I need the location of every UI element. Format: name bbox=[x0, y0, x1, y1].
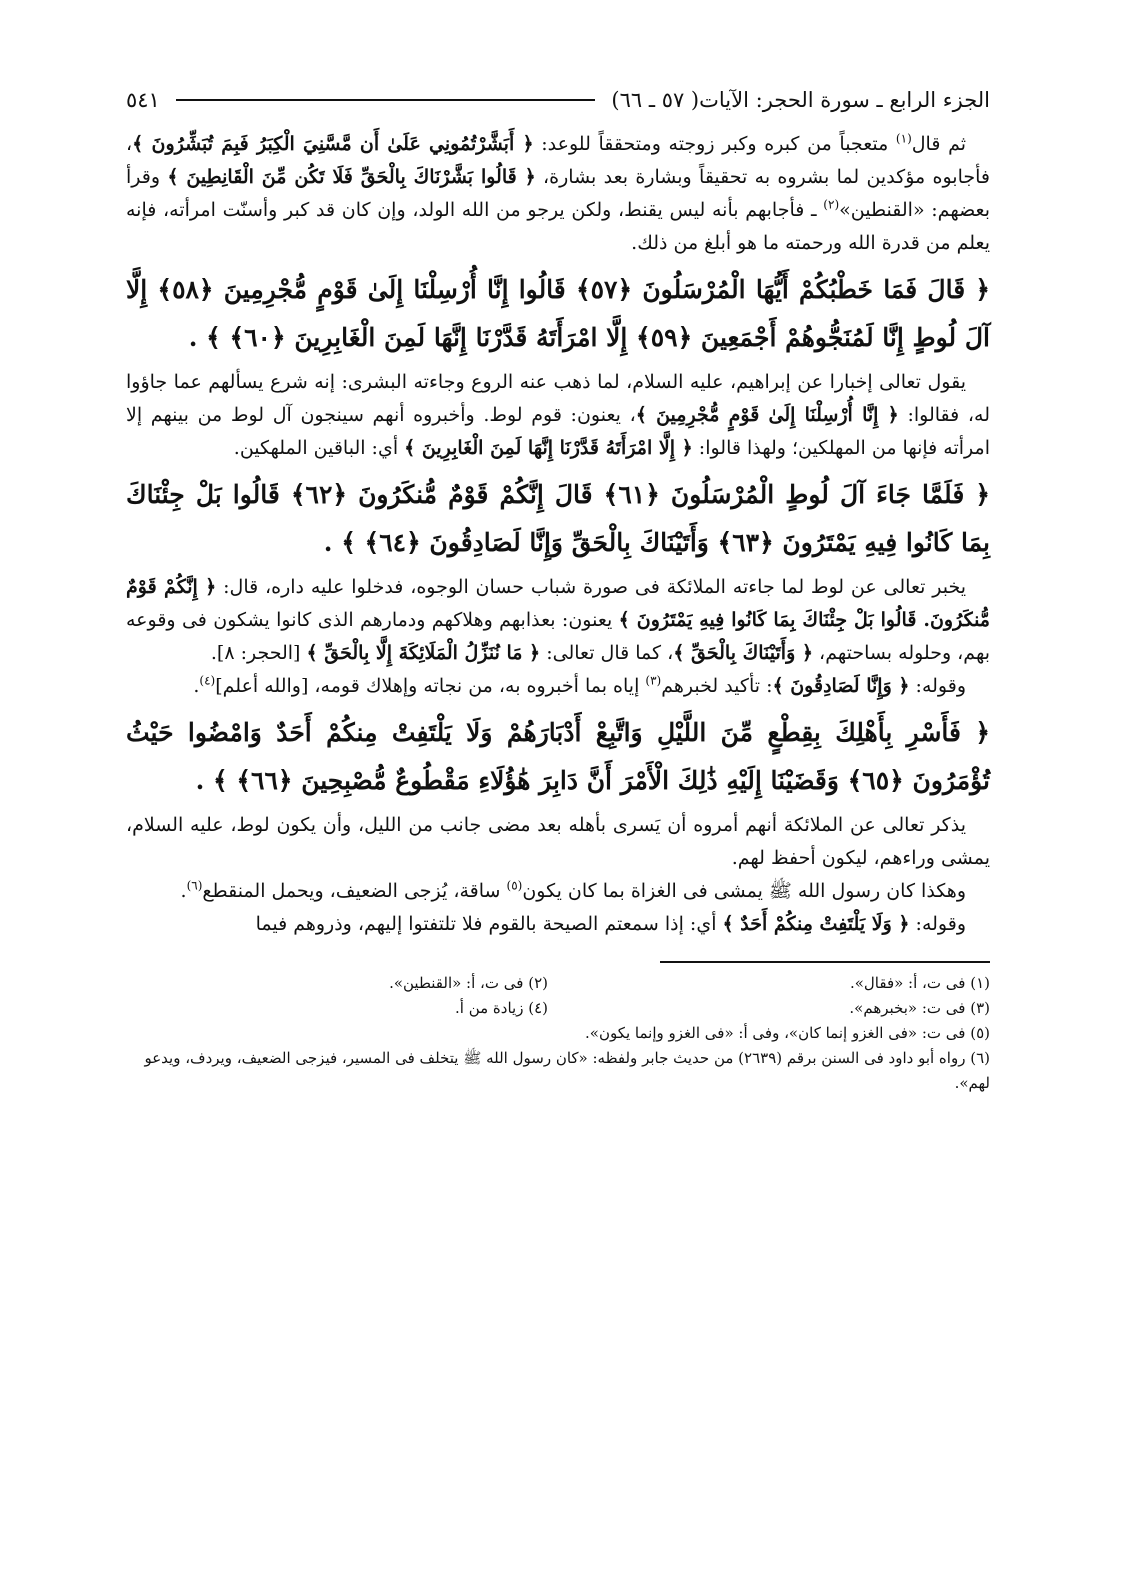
quran-quote: ﴿ إِلَّا امْرَأَتَهُ قَدَّرْنَا إِنَّهَا لَمِنَ الْغَابِرِينَ ﴾ bbox=[404, 437, 693, 459]
footnote-ref: (٥) bbox=[506, 878, 523, 893]
text: إياه بما أخبروه به، من نجاته وإهلاك قومه، [والله أعلم] bbox=[215, 675, 646, 697]
footnote-ref: (٢) bbox=[823, 197, 840, 212]
paragraph-5: يذكر تعالى عن الملائكة أنهم أمروه أن يَسرى بأهله بعد مضى جانب من الليل، وأن يكون لوط، عليه السلام، يمشى وراءهم، ليكون أحفظ لهم. bbox=[126, 814, 990, 869]
quran-quote: ﴿ مَا نُنَزِّلُ الْمَلَائِكَةَ إِلَّا بِالْحَقِّ ﴾ bbox=[306, 642, 541, 664]
paragraph-6 bbox=[126, 875, 990, 908]
footnote-rule bbox=[660, 961, 990, 963]
header-rule bbox=[176, 99, 596, 101]
quran-quote: ﴿ وَإِنَّا لَصَادِقُونَ ﴾ bbox=[772, 675, 910, 697]
text: . bbox=[180, 880, 187, 902]
text: وهكذا كان رسول الله ﷺ يمشى فى الغزاة بما كان يكون bbox=[522, 880, 966, 902]
text: ، فأجابوه مؤكدين لما بشروه به تحقيقاً وبشارة بعد بشارة، bbox=[126, 133, 990, 188]
text: وقوله: bbox=[909, 913, 966, 935]
text: ساقة، يُزجى الضعيف، ويحمل المنقطع bbox=[202, 880, 507, 902]
text: متعجباً من كبره وكبر زوجته ومتحققاً للوعد: bbox=[533, 133, 896, 155]
text: [الحجر: ٨]. bbox=[210, 642, 307, 664]
footnote-3: (٣) فى ت: «بخبرهم». bbox=[849, 999, 990, 1017]
footnote-ref: (١) bbox=[895, 131, 912, 146]
verse-block-3: ﴿ فَأَسْرِ بِأَهْلِكَ بِقِطْعٍ مِّنَ اللَّيْلِ وَاتَّبِعْ أَدْبَارَهُمْ وَلَا يَلْتَفِتْ مِنكُمْ أَحَدٌ وَامْضُوا حَيْثُ تُؤْمَرُونَ ﴿٦٥﴾ وَقَضَيْنَا إِلَيْهِ ذَٰلِكَ الْأَمْرَ أَنَّ دَابِرَ هَٰؤُلَاءِ مَقْطُوعٌ مُّصْبِحِينَ ﴿٦٦﴾ ﴾ . bbox=[126, 718, 990, 795]
quran-quote: ﴿ إِنَّكُمْ قَوْمٌ مُّنكَرُونَ. قَالُوا بَلْ جِئْنَاكَ بِمَا كَانُوا فِيهِ يَمْتَرُونَ ﴾ bbox=[126, 576, 990, 631]
paragraph-1 bbox=[126, 128, 990, 260]
text: يخبر تعالى عن لوط لما جاءته الملائكة فى صورة شباب حسان الوجوه، فدخلوا عليه داره، قال: bbox=[216, 576, 966, 598]
footnote-2: (٢) فى ت، أ: «القنطين». bbox=[389, 974, 548, 992]
text: ثم قال bbox=[911, 133, 967, 155]
page-header bbox=[126, 80, 990, 120]
paragraph-3 bbox=[126, 571, 990, 670]
text: وقوله: bbox=[909, 675, 966, 697]
text: ، كما قال تعالى: bbox=[540, 642, 674, 664]
text: : تأكيد لخبرهم bbox=[661, 675, 773, 697]
footnote-1: (١) فى ت، أ: «فقال». bbox=[849, 974, 990, 992]
quran-quote: ﴿ وَلَا يَلْتَفِتْ مِنكُمْ أَحَدٌ ﴾ bbox=[722, 913, 910, 935]
text: ـ فأجابهم بأنه ليس يقنط، ولكن يرجو من الله الولد، وإن كان قد كبر وأسنّت امرأته، فإنه يعلم من قدرة الله ورحمته ما هو أبلغ من ذلك. bbox=[126, 199, 990, 254]
quran-quote: ﴿ وَأَتَيْنَاكَ بِالْحَقِّ ﴾ bbox=[673, 642, 814, 664]
footnote-ref: (٦) bbox=[186, 878, 203, 893]
footnote-4: (٤) زيادة من أ. bbox=[455, 999, 548, 1017]
text: . bbox=[193, 675, 200, 697]
quran-quote: ﴿ أَبَشَّرْتُمُونِي عَلَىٰ أَن مَّسَّنِيَ الْكِبَرُ فَبِمَ تُبَشِّرُونَ ﴾ bbox=[132, 133, 534, 155]
quran-quote: ﴿ قَالُوا بَشَّرْنَاكَ بِالْحَقِّ فَلَا تَكُن مِّنَ الْقَانِطِينَ ﴾ bbox=[167, 166, 536, 188]
paragraph-4 bbox=[126, 670, 990, 703]
text: أي: إذا سمعتم الصيحة بالقوم فلا تلتفتوا إليهم، وذروهم فيما bbox=[255, 913, 723, 935]
text: ، يعنون: قوم لوط. وأخبروه أنهم سينجون آل لوط من بينهم إلا امرأته فإنها من المهلكين؛ ولهذا قالوا: bbox=[126, 404, 990, 459]
footnote-6: (٦) رواه أبو داود فى السنن برقم (٢٦٣٩) من حديث جابر ولفظه: «كان رسول الله ﷺ يتخلف فى المسير، فيزجى الضعيف، ويردف، ويدعو لهم». bbox=[144, 1049, 990, 1092]
verse-block-1: ﴿ قَالَ فَمَا خَطْبُكُمْ أَيُّهَا الْمُرْسَلُونَ ﴿٥٧﴾ قَالُوا إِنَّا أُرْسِلْنَا إِلَىٰ قَوْمٍ مُّجْرِمِينَ ﴿٥٨﴾ إِلَّا آلَ لُوطٍ إِنَّا لَمُنَجُّوهُمْ أَجْمَعِينَ ﴿٥٩﴾ إِلَّا امْرَأَتَهُ قَدَّرْنَا إِنَّهَا لَمِنَ الْغَابِرِينَ ﴿٦٠﴾ ﴾ . bbox=[126, 275, 991, 352]
quran-quote: ﴿ إِنَّا أُرْسِلْنَا إِلَىٰ قَوْمٍ مُّجْرِمِينَ ﴾ bbox=[635, 404, 899, 426]
text: يقول تعالى إخبارا عن إبراهيم، عليه السلام، لما ذهب عنه الروع وجاءته البشرى: إنه شرع يسألهم عما جاؤوا له، فقالوا: bbox=[126, 371, 990, 426]
verse-block-2: ﴿ فَلَمَّا جَاءَ آلَ لُوطٍ الْمُرْسَلُونَ ﴿٦١﴾ قَالَ إِنَّكُمْ قَوْمٌ مُّنكَرُونَ ﴿٦٢﴾ قَالُوا بَلْ جِئْنَاكَ بِمَا كَانُوا فِيهِ يَمْتَرُونَ ﴿٦٣﴾ وَأَتَيْنَاكَ بِالْحَقِّ وَإِنَّا لَصَادِقُونَ ﴿٦٤﴾ ﴾ . bbox=[126, 480, 990, 557]
footnote-5: (٥) فى ت: «فى الغزو إنما كان»، وفى أ: «فى الغزو وإنما يكون». bbox=[585, 1024, 990, 1042]
footnote-ref: (٣) bbox=[645, 673, 662, 688]
page-number: ٥٤١ bbox=[126, 88, 160, 112]
footnote-ref: (٤) bbox=[199, 673, 216, 688]
running-title: الجزء الرابع ـ سورة الحجر: الآيات( ٥٧ ـ ٦٦) bbox=[611, 88, 990, 112]
footnotes-grid bbox=[126, 971, 990, 1021]
text: يعنون: بعذابهم وهلاكهم ودمارهم الذى كانوا يشكون فى وقوعه بهم، وحلوله بساحتهم، bbox=[126, 609, 990, 664]
paragraph-2 bbox=[126, 366, 990, 465]
paragraph-7 bbox=[126, 908, 990, 941]
text: وقرأ بعضهم: «القنطين» bbox=[126, 166, 991, 221]
text: أي: الباقين الملهكين. bbox=[233, 437, 405, 459]
